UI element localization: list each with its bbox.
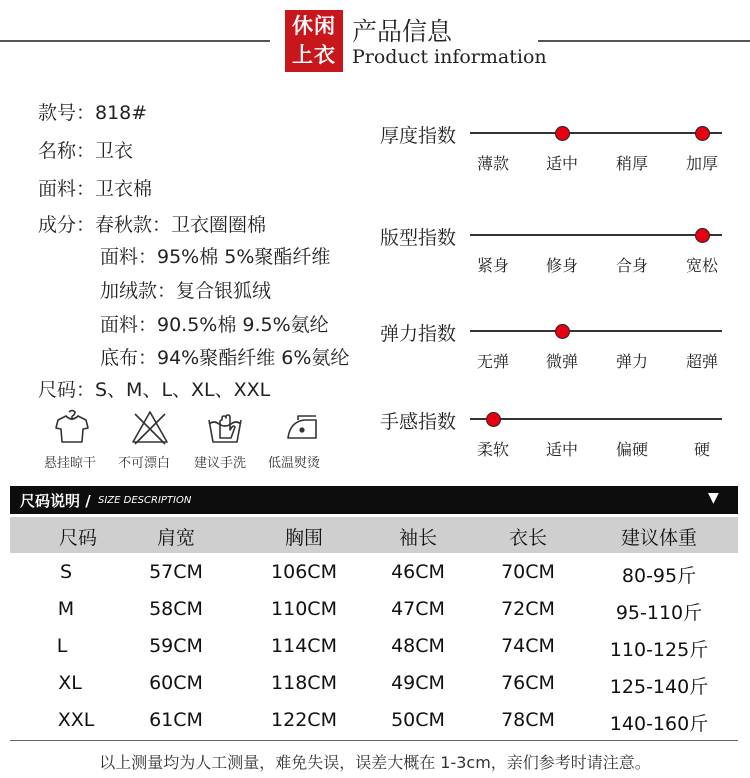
size-table-cell: XXL — [57, 709, 95, 731]
scale-option: 微弹 — [545, 352, 579, 371]
size-list: 尺码：S、M、L、XL、XXL — [38, 379, 271, 401]
size-table-cell: 106CM — [271, 561, 337, 583]
header-rule-right — [538, 40, 750, 42]
size-section-subtitle: SIZE DESCRIPTION — [98, 495, 192, 506]
category-badge — [285, 10, 343, 72]
size-table-cell: 70CM — [501, 561, 555, 583]
scale-option: 硬 — [693, 440, 711, 459]
size-table-cell: 95-110斤 — [615, 602, 703, 624]
size-table-header-cell: 胸围 — [284, 527, 324, 549]
size-table-cell: 72CM — [501, 598, 555, 620]
composition-line-2: 面料：95%棉 5%聚酯纤维 — [100, 246, 331, 268]
hang-dry-icon — [52, 408, 92, 448]
footer-note: 以上测量均为人工测量，难免失误，误差大概在 1-3cm，亲们参考时请注意。 — [99, 753, 651, 772]
size-table-header-cell: 袖长 — [398, 527, 438, 549]
scale-option: 薄款 — [476, 154, 510, 173]
care-label-hand-wash: 建议手洗 — [194, 456, 247, 471]
scale-label: 弹力指数 — [380, 323, 457, 345]
style-number: 款号：818# — [38, 102, 148, 124]
scale-label: 手感指数 — [380, 411, 457, 433]
header-rule-left — [0, 40, 270, 42]
composition-line-4: 面料：90.5%棉 9.5%氨纶 — [100, 314, 329, 336]
low-iron-icon — [282, 408, 322, 448]
size-table-cell: 47CM — [391, 598, 445, 620]
scale-track — [470, 132, 722, 134]
scale-option: 适中 — [545, 154, 579, 173]
scale-option: 适中 — [545, 440, 579, 459]
footer-rule — [10, 740, 738, 741]
fabric: 面料：卫衣棉 — [38, 178, 153, 200]
scale-option: 弹力 — [615, 352, 649, 371]
size-table-header-cell: 尺码 — [58, 527, 98, 549]
care-label-no-bleach: 不可漂白 — [118, 456, 171, 471]
size-table-header-cell: 建议体重 — [620, 527, 698, 549]
scale-option: 柔软 — [476, 440, 510, 459]
scale-marker — [695, 126, 710, 141]
scale-track — [470, 234, 722, 236]
collapse-arrow-icon[interactable]: ▼ — [708, 490, 719, 506]
size-table-cell: 74CM — [501, 635, 555, 657]
size-table-cell: 110CM — [271, 598, 337, 620]
scale-marker — [695, 228, 710, 243]
scale-option: 加厚 — [685, 154, 719, 173]
size-table-cell: 140-160斤 — [609, 713, 709, 735]
scale-option: 无弹 — [476, 352, 510, 371]
size-table-cell: 48CM — [391, 635, 445, 657]
scale-marker — [555, 324, 570, 339]
scale-track — [470, 330, 722, 332]
size-table-cell: 125-140斤 — [609, 676, 709, 698]
size-table-cell: 57CM — [149, 561, 203, 583]
scale-option: 稍厚 — [615, 154, 649, 173]
size-table-cell: S — [59, 561, 73, 583]
size-table-cell: 122CM — [271, 709, 337, 731]
scale-option: 超弹 — [685, 352, 719, 371]
scale-option: 宽松 — [685, 256, 719, 275]
composition-line-3: 加绒款：复合银狐绒 — [100, 280, 272, 302]
section-title-cn: 产品信息 — [352, 17, 453, 46]
scale-label: 厚度指数 — [380, 125, 457, 147]
size-section-title: 尺码说明 / — [20, 492, 91, 510]
scale-marker — [555, 126, 570, 141]
section-title-en: Product information — [352, 46, 547, 68]
size-table-cell: 46CM — [391, 561, 445, 583]
no-bleach-icon — [130, 408, 170, 448]
size-table-cell: L — [56, 635, 68, 657]
care-label-low-iron: 低温熨烫 — [268, 456, 321, 471]
scale-option: 合身 — [615, 256, 649, 275]
badge-line1: 休闲 — [292, 14, 336, 38]
size-table-cell: 59CM — [149, 635, 203, 657]
composition: 成分：春秋款：卫衣圈圈棉 — [38, 214, 267, 236]
scale-option: 紧身 — [476, 256, 510, 275]
size-table-cell: 80-95斤 — [621, 565, 697, 587]
size-table-cell: 118CM — [271, 672, 337, 694]
scale-option: 偏硬 — [615, 440, 649, 459]
scale-label: 版型指数 — [380, 227, 457, 249]
size-table-cell: 114CM — [271, 635, 337, 657]
scale-option: 修身 — [545, 256, 579, 275]
badge-line2: 上衣 — [292, 43, 336, 67]
scale-track — [470, 418, 722, 420]
size-table-header-cell: 衣长 — [508, 527, 548, 549]
hand-wash-icon — [205, 408, 245, 448]
size-table-cell: XL — [58, 672, 82, 694]
composition-line-5: 底布：94%聚酯纤维 6%氨纶 — [100, 347, 350, 369]
size-table-header-cell: 肩宽 — [156, 527, 196, 549]
care-label-hang-dry: 悬挂晾干 — [44, 456, 97, 471]
size-table-cell: M — [57, 598, 75, 620]
size-table-cell: 61CM — [149, 709, 203, 731]
size-table-cell: 78CM — [501, 709, 555, 731]
scale-marker — [486, 412, 501, 427]
product-name: 名称：卫衣 — [38, 140, 134, 162]
size-table-cell: 49CM — [391, 672, 445, 694]
size-table-cell: 50CM — [391, 709, 445, 731]
size-table-cell: 76CM — [501, 672, 555, 694]
size-table-cell: 60CM — [149, 672, 203, 694]
size-table-cell: 110-125斤 — [609, 639, 709, 661]
size-table-cell: 58CM — [149, 598, 203, 620]
